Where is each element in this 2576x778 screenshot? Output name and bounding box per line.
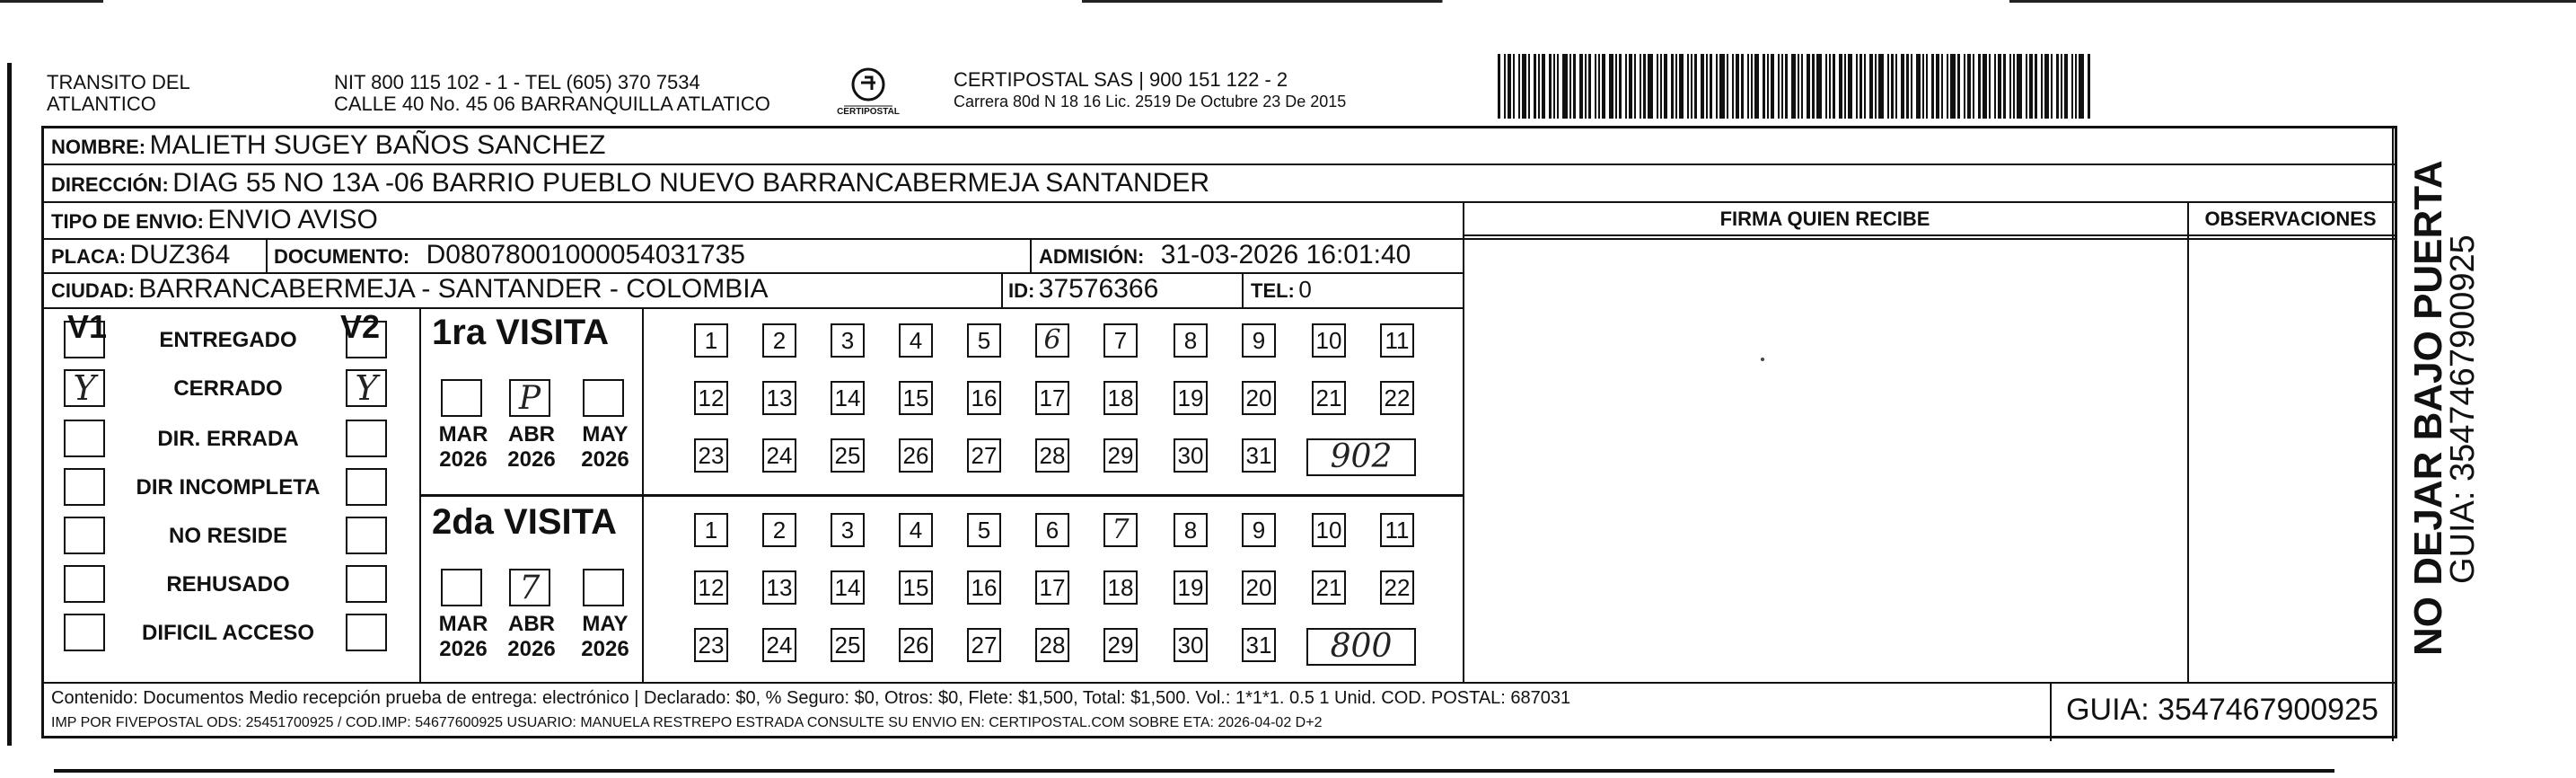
day-box[interactable]: 11: [1380, 323, 1414, 358]
day-box[interactable]: 9: [1242, 323, 1276, 358]
barcode-bar: [1978, 54, 1981, 119]
hour-box[interactable]: 800: [1306, 628, 1416, 666]
barcode-bar: [1701, 54, 1704, 119]
admision-value: 31-03-2026 16:01:40: [1160, 240, 1411, 270]
barcode-bar: [1964, 54, 1965, 119]
barcode-bar: [1736, 54, 1739, 119]
v2-checkbox[interactable]: [346, 565, 387, 603]
barcode-bar: [2044, 54, 2049, 119]
day-box[interactable]: 13: [762, 381, 796, 415]
firma-header: FIRMA QUIEN RECIBE: [1719, 208, 1930, 230]
top-edge: [0, 0, 2576, 3]
day-box[interactable]: 30: [1174, 438, 1208, 473]
barcode-bar: [1747, 54, 1749, 119]
day-box[interactable]: 19: [1174, 570, 1208, 605]
month-label: [574, 612, 637, 662]
barcode-bar: [1839, 54, 1842, 119]
barcode-bar: [1671, 54, 1674, 119]
barcode-bar: [1549, 54, 1552, 119]
barcode-bar: [1812, 54, 1815, 119]
hour-box[interactable]: 902: [1306, 438, 1416, 476]
barcode-bar: [2035, 54, 2037, 119]
barcode-bar: [1643, 54, 1646, 119]
month-name: MAR: [438, 612, 488, 636]
placa-value: DUZ364: [129, 240, 231, 270]
barcode: [1498, 54, 2216, 119]
month-label: [500, 422, 563, 473]
barcode-bar: [2017, 54, 2022, 119]
barcode-bar: [1994, 54, 1996, 119]
month-name: ABR: [508, 422, 555, 446]
day-box[interactable]: 6: [1035, 513, 1069, 547]
barcode-bar: [1609, 54, 1613, 119]
barcode-bar: [1557, 54, 1559, 119]
visit-title: 2da VISITA: [432, 502, 617, 542]
barcode-bar: [1518, 54, 1520, 119]
barcode-bar: [1706, 54, 1708, 119]
barcode-bar: [2009, 54, 2011, 119]
day-box[interactable]: 12: [694, 570, 728, 605]
barcode-bar: [1602, 54, 1605, 119]
barcode-bar: [1508, 54, 1511, 119]
barcode-bar: [1615, 54, 1617, 119]
barcode-bar: [1648, 54, 1653, 119]
day-box[interactable]: 7: [1103, 323, 1138, 358]
day-box[interactable]: 14: [831, 570, 865, 605]
barcode-bar: [2075, 54, 2077, 119]
barcode-bar: [1778, 54, 1780, 119]
admision-row: [1039, 240, 1411, 270]
day-box[interactable]: 19: [1174, 381, 1208, 415]
guia-footer: GUIA: 3547467900925: [2066, 693, 2378, 727]
day-box[interactable]: 22: [1380, 570, 1414, 605]
barcode-bar: [1660, 54, 1662, 119]
day-box[interactable]: 17: [1035, 381, 1069, 415]
barcode-bar: [1816, 54, 1822, 119]
v1-checkbox[interactable]: [64, 468, 105, 506]
company-name-line2: ATLANTICO: [47, 93, 156, 115]
month-mark: P: [518, 380, 541, 417]
day-box[interactable]: 4: [899, 513, 933, 547]
v2-check-mark: Y: [355, 368, 378, 408]
day-box[interactable]: 24: [762, 628, 796, 662]
barcode-bar: [1998, 54, 2001, 119]
barcode-bar: [1911, 54, 1912, 119]
barcode-bar: [1967, 54, 1971, 119]
day-box[interactable]: 2: [762, 323, 796, 358]
observaciones-header: OBSERVACIONES: [2204, 208, 2377, 230]
tel-value: 0: [1298, 276, 1312, 303]
contenido-text: Contenido: Documentos Medio recepción prueba de entrega: electrónico | Declarado: $0, % Seguro: $0, Otros: $0, Flete: $1,500, Total: $1,500. Vol.: 1*1*1. 0.5 1 Unid. COD. POSTAL: 687031: [51, 688, 1571, 708]
day-box[interactable]: 10: [1312, 513, 1346, 547]
barcode-bar: [1619, 54, 1622, 119]
day-box[interactable]: 29: [1103, 628, 1138, 662]
day-box[interactable]: 5: [967, 513, 1001, 547]
barcode-bar: [1856, 54, 1858, 119]
status-label: DIR. ERRADA: [157, 427, 299, 451]
day-box[interactable]: 16: [967, 381, 1001, 415]
nombre-value: MALIETH SUGEY BAÑOS SANCHEZ: [149, 130, 606, 160]
side-guia: GUIA: 3547467900925: [2444, 234, 2482, 584]
barcode-bar: [2041, 54, 2043, 119]
barcode-bar: [1825, 54, 1827, 119]
barcode-bar: [1833, 54, 1835, 119]
ciudad-value: BARRANCABERMEJA - SANTANDER - COLOMBIA: [138, 274, 769, 304]
day-box[interactable]: 14: [831, 381, 865, 415]
barcode-bar: [1763, 54, 1765, 119]
barcode-bar: [1629, 54, 1632, 119]
v1-checkbox[interactable]: [64, 369, 105, 407]
imp-text: IMP POR FIVEPOSTAL ODS: 25451700925 / COD.IMP: 54677600925 USUARIO: MANUELA RESTREPO ESTRADA CONSULTE SU ENVIO EN: CERTIPOSTAL.COM SOBRE ETA: 2026-04-02 D+2: [51, 715, 1323, 730]
barcode-bar: [2056, 54, 2059, 119]
barcode-bar: [1875, 54, 1877, 119]
day-box[interactable]: 5: [967, 323, 1001, 358]
placa-row: [51, 240, 230, 270]
v1-checkbox[interactable]: [64, 517, 105, 554]
admision-label: ADMISIÓN:: [1039, 245, 1145, 268]
status-label: ENTREGADO: [159, 328, 297, 352]
barcode-bar: [1579, 54, 1583, 119]
barcode-bar: [1869, 54, 1873, 119]
month-year: 2026: [507, 447, 556, 472]
direccion-row: [51, 168, 1209, 199]
day-box[interactable]: 20: [1242, 381, 1276, 415]
day-box[interactable]: 20: [1242, 570, 1276, 605]
bottom-edge: [54, 769, 2334, 773]
barcode-bar: [1901, 54, 1904, 119]
day-box[interactable]: 28: [1035, 438, 1069, 473]
tipo-value: ENVIO AVISO: [207, 205, 378, 234]
barcode-bar: [1781, 54, 1783, 119]
barcode-bar: [1741, 54, 1744, 119]
month-label: [500, 612, 563, 662]
barcode-bar: [1887, 54, 1889, 119]
barcode-bar: [1538, 54, 1540, 119]
nit-line: NIT 800 115 102 - 1 - TEL (605) 370 7534: [334, 71, 700, 93]
barcode-bar: [1595, 54, 1596, 119]
barcode-bar: [1727, 54, 1728, 119]
courier-line2: Carrera 80d N 18 16 Lic. 2519 De Octubre 23 De 2015: [954, 93, 1347, 111]
month-name: MAR: [438, 422, 488, 446]
month-year: 2026: [581, 637, 629, 661]
barcode-bar: [1936, 54, 1939, 119]
day-box[interactable]: 17: [1035, 570, 1069, 605]
barcode-bar: [1687, 54, 1689, 119]
barcode-bar: [1716, 54, 1718, 119]
barcode-bar: [1922, 54, 1924, 119]
company-name-line1: TRANSITO DEL: [47, 71, 190, 93]
left-edge-bar: [7, 63, 12, 746]
company-block: [47, 72, 190, 115]
day-box[interactable]: 3: [831, 513, 865, 547]
day-box[interactable]: 16: [967, 570, 1001, 605]
day-box[interactable]: 25: [831, 628, 865, 662]
barcode-bar: [1989, 54, 1991, 119]
day-box[interactable]: 15: [899, 381, 933, 415]
barcode-bar: [1807, 54, 1810, 119]
v2-checkbox[interactable]: [346, 420, 387, 457]
barcode-bar: [1585, 54, 1587, 119]
day-box[interactable]: 18: [1103, 381, 1138, 415]
v1-checkbox[interactable]: [64, 420, 105, 457]
day-box[interactable]: 6: [1035, 323, 1069, 358]
id-row: [1008, 274, 1158, 305]
month-year: 2026: [439, 447, 488, 472]
month-checkbox[interactable]: [441, 379, 482, 417]
v1-check-mark: Y: [73, 368, 96, 408]
month-year: 2026: [507, 637, 556, 661]
day-box[interactable]: 23: [694, 438, 728, 473]
barcode-bar: [1950, 54, 1956, 119]
company-contact: [334, 72, 770, 115]
month-name: MAY: [582, 422, 629, 446]
barcode-bar: [1694, 54, 1697, 119]
day-box[interactable]: 21: [1312, 570, 1346, 605]
barcode-bar: [1864, 54, 1866, 119]
nombre-row: [51, 130, 605, 161]
documento-row: [274, 240, 745, 270]
day-box[interactable]: 2: [762, 513, 796, 547]
barcode-bar: [1791, 54, 1796, 119]
direccion-label: DIRECCIÓN:: [51, 173, 169, 196]
certipostal-logo-icon: [837, 65, 900, 120]
placa-label: PLACA:: [51, 245, 127, 268]
barcode-bar: [1891, 54, 1894, 119]
status-label: NO RESIDE: [168, 524, 288, 548]
month-year: 2026: [581, 447, 629, 472]
barcode-bar: [1498, 54, 1500, 119]
barcode-bar: [2064, 54, 2068, 119]
barcode-bar: [1640, 54, 1641, 119]
barcode-bar: [1798, 54, 1799, 119]
day-box[interactable]: 27: [967, 438, 1001, 473]
month-checkbox[interactable]: [509, 379, 550, 417]
day-box[interactable]: 8: [1174, 513, 1208, 547]
day-box[interactable]: 28: [1035, 628, 1069, 662]
barcode-bar: [1859, 54, 1862, 119]
status-label: CERRADO: [173, 376, 283, 401]
month-mark: 7: [519, 570, 541, 606]
barcode-bar: [1941, 54, 1943, 119]
logo-text: CERTIPOSTAL: [837, 107, 900, 117]
day-box[interactable]: 10: [1312, 323, 1346, 358]
barcode-bar: [1895, 54, 1897, 119]
barcode-bar: [1983, 54, 1987, 119]
day-box[interactable]: 23: [694, 628, 728, 662]
day-box[interactable]: 3: [831, 323, 865, 358]
status-label: DIR INCOMPLETA: [136, 475, 321, 500]
month-label: [574, 422, 637, 473]
barcode-bar: [1691, 54, 1692, 119]
v1-checkbox[interactable]: [64, 614, 105, 651]
day-box[interactable]: 27: [967, 628, 1001, 662]
ciudad-row: [51, 274, 769, 305]
v2-checkbox[interactable]: [346, 369, 387, 407]
month-checkbox[interactable]: [583, 569, 624, 606]
barcode-bar: [1542, 54, 1545, 119]
courier-line1: CERTIPOSTAL SAS | 900 151 122 - 2: [954, 68, 1288, 91]
month-name: ABR: [508, 612, 555, 636]
month-label: [432, 422, 495, 473]
v1-label: V1: [67, 308, 108, 345]
day-box[interactable]: 26: [899, 438, 933, 473]
tel-row: [1251, 276, 1312, 304]
barcode-bar: [1679, 54, 1684, 119]
courier-block: [954, 68, 1346, 111]
barcode-bar: [2029, 54, 2033, 119]
barcode-bar: [1785, 54, 1788, 119]
id-label: ID:: [1008, 279, 1035, 302]
barcode-bar: [1829, 54, 1831, 119]
address-line: CALLE 40 No. 45 06 BARRANQUILLA ATLATICO: [334, 93, 770, 115]
status-label: REHUSADO: [166, 572, 290, 597]
day-box[interactable]: 31: [1242, 628, 1276, 662]
no-dejar-bajo-puerta: NO DEJAR BAJO PUERTA: [2406, 160, 2450, 656]
direccion-value: DIAG 55 NO 13A -06 BARRIO PUEBLO NUEVO BARRANCABERMEJA SANTANDER: [172, 168, 1209, 198]
barcode-bar: [1573, 54, 1576, 119]
v1-checkbox[interactable]: [64, 565, 105, 603]
day-box[interactable]: 24: [762, 438, 796, 473]
barcode-bar: [1513, 54, 1515, 119]
barcode-bar: [1588, 54, 1591, 119]
day-box[interactable]: 26: [899, 628, 933, 662]
day-box[interactable]: 8: [1174, 323, 1208, 358]
tel-label: TEL:: [1251, 279, 1295, 302]
barcode-bar: [1973, 54, 1974, 119]
barcode-bar: [1634, 54, 1636, 119]
v2-checkbox[interactable]: [346, 321, 387, 358]
month-checkbox[interactable]: [509, 569, 550, 606]
documento-value: D08078001000054031735: [426, 240, 745, 270]
month-label: [432, 612, 495, 662]
barcode-bar: [1598, 54, 1600, 119]
ciudad-label: CIUDAD:: [51, 279, 135, 302]
barcode-bar: [1664, 54, 1667, 119]
documento-label: DOCUMENTO:: [274, 245, 410, 268]
v2-checkbox[interactable]: [346, 517, 387, 554]
barcode-bar: [1657, 54, 1658, 119]
barcode-bar: [1719, 54, 1725, 119]
barcode-bar: [1771, 54, 1774, 119]
barcode-bar: [2071, 54, 2073, 119]
day-box[interactable]: 11: [1380, 513, 1414, 547]
barcode-bar: [2088, 54, 2090, 119]
month-year: 2026: [439, 637, 488, 661]
barcode-bar: [1916, 54, 1921, 119]
day-box[interactable]: 9: [1242, 513, 1276, 547]
visit-title: 1ra VISITA: [432, 313, 610, 352]
barcode-bar: [1732, 54, 1734, 119]
barcode-bar: [2079, 54, 2084, 119]
day-box[interactable]: 13: [762, 570, 796, 605]
barcode-bar: [2061, 54, 2062, 119]
day-box[interactable]: 1: [694, 323, 728, 358]
barcode-bar: [1926, 54, 1928, 119]
barcode-bar: [1801, 54, 1803, 119]
v2-label: V2: [340, 308, 381, 345]
barcode-bar: [1957, 54, 1960, 119]
barcode-bar: [1848, 54, 1852, 119]
barcode-bar: [1844, 54, 1846, 119]
day-box[interactable]: 18: [1103, 570, 1138, 605]
barcode-bar: [1754, 54, 1759, 119]
v2-checkbox[interactable]: [346, 614, 387, 651]
month-checkbox[interactable]: [441, 569, 482, 606]
barcode-bar: [1504, 54, 1506, 119]
day-box[interactable]: 12: [694, 381, 728, 415]
tipo-label: TIPO DE ENVIO:: [51, 210, 204, 233]
month-checkbox[interactable]: [583, 379, 624, 417]
v1-checkbox[interactable]: [64, 321, 105, 358]
barcode-bar: [1947, 54, 1948, 119]
day-box[interactable]: 22: [1380, 381, 1414, 415]
barcode-bar: [2013, 54, 2015, 119]
day-box[interactable]: 31: [1242, 438, 1276, 473]
form-frame: [41, 126, 2397, 738]
barcode-bar: [1767, 54, 1769, 119]
day-box[interactable]: 7: [1103, 513, 1138, 547]
barcode-bar: [1675, 54, 1677, 119]
barcode-bar: [1906, 54, 1909, 119]
barcode-bar: [1562, 54, 1568, 119]
tipo-row: [51, 205, 378, 235]
barcode-bar: [1625, 54, 1627, 119]
v2-checkbox[interactable]: [346, 468, 387, 506]
barcode-bar: [2051, 54, 2053, 119]
day-box[interactable]: 21: [1312, 381, 1346, 415]
signature-dot: [1761, 358, 1764, 361]
barcode-bar: [1569, 54, 1571, 119]
status-label: DIFICIL ACCESO: [141, 621, 314, 645]
nombre-label: NOMBRE:: [51, 136, 146, 158]
barcode-bar: [1553, 54, 1555, 119]
day-box[interactable]: 30: [1174, 628, 1208, 662]
day-box[interactable]: 29: [1103, 438, 1138, 473]
barcode-bar: [1710, 54, 1712, 119]
barcode-bar: [1931, 54, 1934, 119]
day-box[interactable]: 15: [899, 570, 933, 605]
barcode-bar: [1878, 54, 1884, 119]
barcode-bar: [1522, 54, 1526, 119]
barcode-bar: [1528, 54, 1530, 119]
day-box[interactable]: 25: [831, 438, 865, 473]
day-box[interactable]: 4: [899, 323, 933, 358]
day-box[interactable]: 1: [694, 513, 728, 547]
id-value: 37576366: [1038, 274, 1159, 304]
barcode-bar: [2003, 54, 2006, 119]
barcode-bar: [2026, 54, 2027, 119]
barcode-bar: [1751, 54, 1753, 119]
barcode-bar: [1534, 54, 1536, 119]
month-name: MAY: [582, 612, 629, 636]
